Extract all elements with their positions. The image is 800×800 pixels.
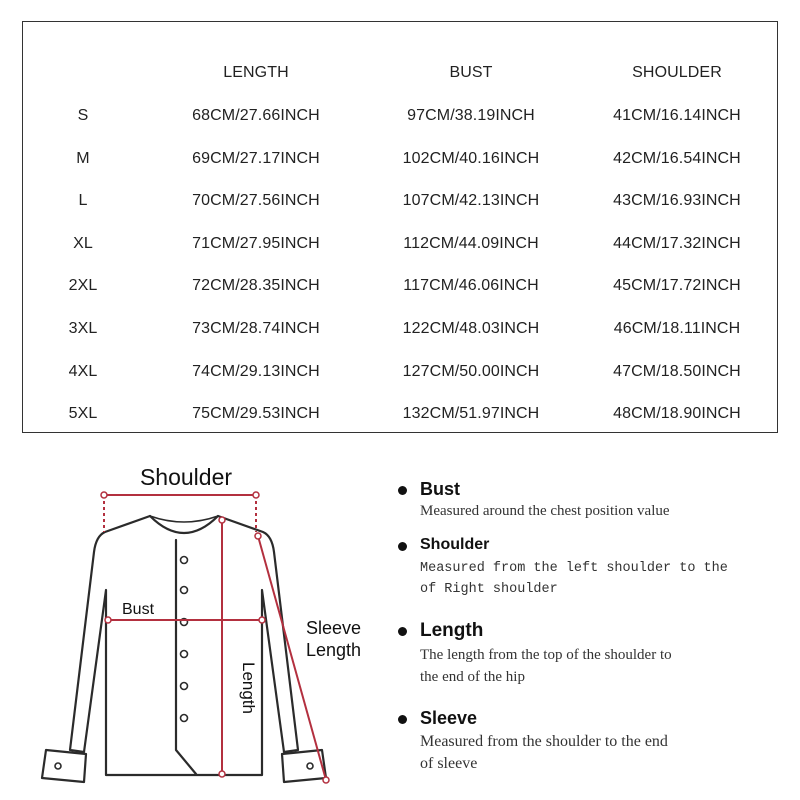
length-value: 68CM/27.66INCH (192, 107, 320, 124)
shirt-measurement-diagram (0, 440, 390, 800)
bust-value: 112CM/44.09INCH (403, 234, 539, 252)
bust-label: Bust (122, 601, 155, 618)
size-label: 5XL (68, 405, 98, 423)
bust-value: 122CM/48.03INCH (402, 320, 540, 337)
bust-value: 97CM/38.19INCH (407, 107, 535, 124)
legend-bust-title: Bust (420, 479, 460, 499)
bust-value: 132CM/51.97INCH (402, 405, 540, 423)
legend-shoulder-desc-line2: of Right shoulder (420, 582, 558, 597)
length-value: 74CM/29.13INCH (192, 362, 320, 380)
shoulder-label: Shoulder (139, 464, 233, 490)
size-label: 3XL (68, 320, 98, 337)
length-value: 70CM/27.56INCH (192, 192, 320, 210)
size-label: M (76, 149, 90, 167)
shoulder-value: 46CM/18.11INCH (613, 320, 741, 337)
header-length: LENGTH (223, 64, 289, 81)
size-label: L (78, 192, 88, 210)
legend-shoulder-desc-line1: Measured from the left shoulder to the (420, 561, 728, 576)
bullet-icon (398, 627, 407, 636)
legend-sleeve-desc-line1: Measured from the shoulder to the end (420, 733, 668, 750)
legend-length-desc-line1: The length from the top of the shoulder to (420, 647, 672, 663)
legend-length-title: Length (420, 620, 484, 641)
legend-sleeve-title: Sleeve (420, 708, 478, 728)
buttons (55, 557, 313, 770)
header-bust: BUST (449, 64, 493, 81)
length-value: 69CM/27.17INCH (192, 149, 320, 167)
bullet-icon (398, 542, 407, 551)
bust-value: 117CM/46.06INCH (403, 277, 539, 295)
length-label: Length (239, 662, 258, 714)
size-label: 4XL (68, 362, 98, 380)
length-value: 73CM/28.74INCH (192, 320, 320, 337)
legend-length-desc-line2: the end of the hip (420, 669, 525, 685)
size-label: 2XL (68, 277, 98, 295)
sleeve-label-line1: Sleeve (306, 618, 362, 638)
size-chart-table (22, 21, 778, 433)
shoulder-value: 42CM/16.54INCH (613, 149, 741, 167)
sleeve-label-line2: Length (306, 640, 362, 660)
measurement-endpoints (101, 492, 329, 783)
size-label: S (77, 107, 89, 124)
shoulder-value: 43CM/16.93INCH (613, 192, 741, 210)
measurement-legend (398, 470, 798, 800)
legend-sleeve-desc-line2: of sleeve (420, 755, 478, 772)
length-value: 75CM/29.53INCH (192, 405, 320, 423)
bust-value: 127CM/50.00INCH (402, 362, 540, 380)
shoulder-value: 45CM/17.72INCH (613, 277, 741, 295)
bust-value: 102CM/40.16INCH (402, 149, 540, 167)
shoulder-value: 41CM/16.14INCH (613, 107, 741, 124)
bust-value: 107CM/42.13INCH (402, 192, 540, 210)
bullet-icon (398, 486, 407, 495)
legend-shoulder-title: Shoulder (420, 536, 490, 553)
legend-bust-desc: Measured around the chest position value (420, 503, 670, 519)
shoulder-value: 44CM/17.32INCH (613, 234, 741, 252)
length-value: 72CM/28.35INCH (192, 277, 320, 295)
shoulder-value: 47CM/18.50INCH (613, 362, 741, 380)
bullet-icon (398, 715, 407, 724)
size-label: XL (73, 234, 93, 252)
header-shoulder: SHOULDER (632, 64, 722, 81)
length-value: 71CM/27.95INCH (192, 234, 320, 252)
shoulder-value: 48CM/18.90INCH (613, 405, 741, 423)
measurement-lines (104, 495, 326, 780)
